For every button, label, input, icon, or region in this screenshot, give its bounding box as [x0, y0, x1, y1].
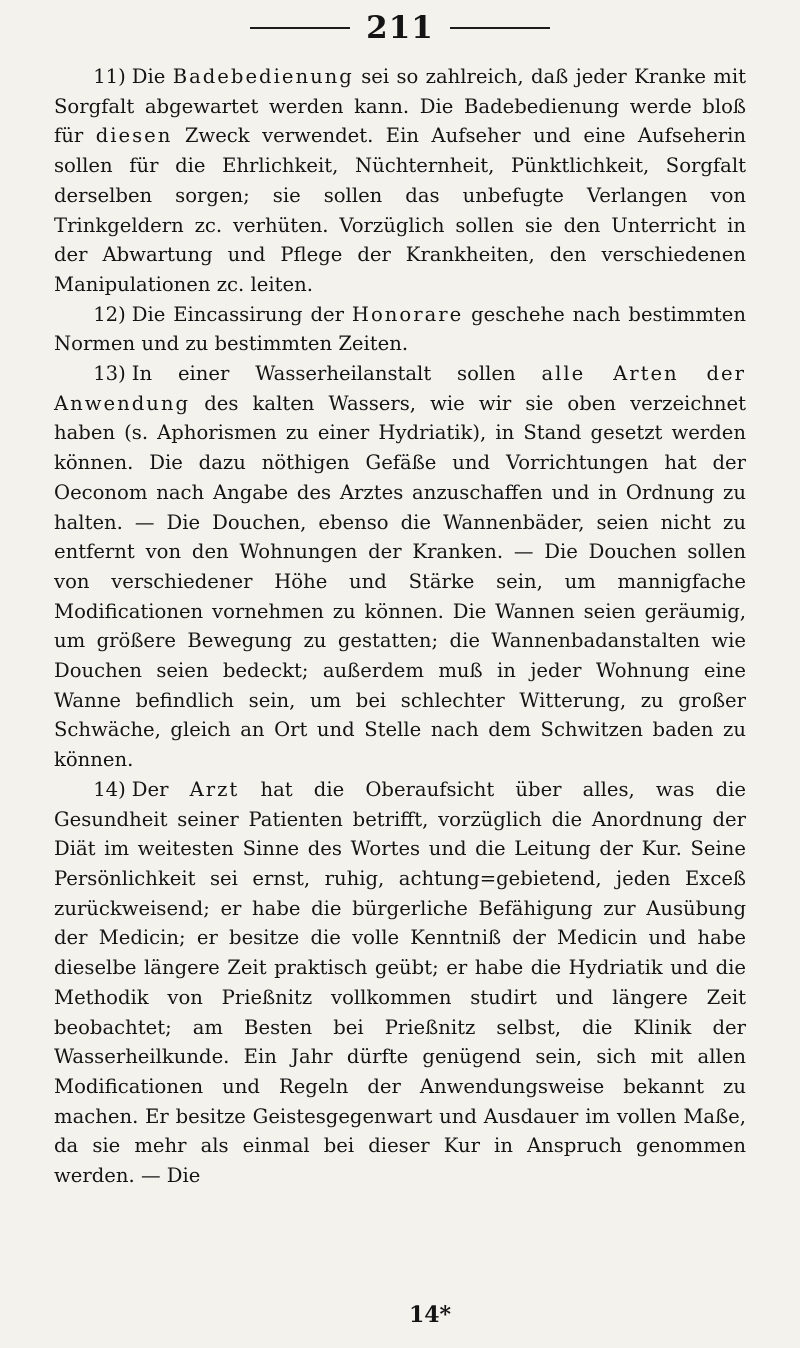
- page-header: [0, 6, 800, 50]
- text-run: Die: [131, 65, 173, 88]
- spaced-emphasis: Badebedienung: [172, 65, 354, 88]
- text-run: hat die Oberaufsicht über alles, was die Gesundheit seiner Patienten betrifft, vorzüglich die Anordnung der Diät im weitesten Sinne des Wortes und die Leitung der Kur. Seine Persönlichkeit sei ernst, ruhig, achtung=gebietend, jeden Exceß zurückweisend; er habe die bürgerliche Befähigung zur Ausübung der Medicin; er besitze die volle Kenntniß der Medicin und habe dieselbe längere Zeit praktisch geübt; er habe die Hydriatik und die Methodik von Prießnitz vollkommen studirt und längere Zeit beobachtet; am Besten bei Prießnitz selbst, die Klinik der Wasserheilkunde. Ein Jahr dürfte genügend sein, sich mit allen Modificationen und Regeln der Anwendungsweise bekannt zu machen. Er besitze Geistesgegenwart und Ausdauer im vollen Maße, da sie mehr als einmal bei dieser Kur in Anspruch genommen werden. — Die: [54, 777, 746, 1188]
- page-number: 211: [366, 10, 434, 46]
- text-run: Der: [131, 777, 190, 801]
- text-run: geschehe nach bestimmten Normen und zu bestimmten Zeiten.: [54, 302, 746, 356]
- text-run: des kalten Wassers, wie wir sie oben verzeichnet haben (s. Aphorismen zu einer Hydriatik), in Stand gesetzt werden können. Die dazu nöthigen Gefäße und Vorrichtungen hat der Oeconom nach Angabe des Arztes anzuschaffen und in Ordnung zu halten. — Die Douchen, ebenso die Wannenbäder, seien nicht zu entfernt von den Wohnungen der Kranken. — Die Douchen sollen von verschiedener Höhe und Stärke sein, um mannigfache Modificationen vornehmen zu können. Die Wannen seien geräumig, um größere Bewegung zu gestatten; die Wannenbadanstalten wie Douchen seien bedeckt; außerdem muß in jeder Wohnung eine Wanne befindlich sein, um bei schlechter Witterung, zu großer Schwäche, gleich an Ort und Stelle nach dem Schwitzen baden zu können.: [54, 391, 746, 772]
- text-run: Zweck verwendet. Ein Aufseher und eine Aufseherin sollen für die Ehrlichkeit, Nüchternheit, Pünktlichkeit, Sorgfalt derselben sorgen; sie sollen das unbefugte Verlangen von Trinkgeldern zc. verhüten. Vorzüglich sollen sie den Unterricht in der Abwartung und Pflege der Krankheiten, den verschiedenen Manipulationen zc. leiten.: [54, 124, 747, 296]
- paragraph-number: 14): [93, 777, 126, 801]
- paragraph-11: [54, 62, 746, 300]
- paragraph-14: [54, 775, 746, 1191]
- header-rule-left: [250, 27, 350, 29]
- paragraph-number: 13): [93, 362, 126, 386]
- spaced-emphasis: Arzt: [189, 777, 240, 801]
- paragraph-number: 12): [93, 302, 126, 326]
- spaced-emphasis: Honorare: [351, 302, 464, 326]
- body-text: [54, 62, 746, 1191]
- paragraph-number: 11): [93, 65, 126, 88]
- text-run: Die Eincassirung der: [131, 302, 352, 326]
- header-rule-right: [450, 27, 550, 29]
- spaced-emphasis: alle Arten der Anwendung: [54, 362, 746, 415]
- page-footer: [0, 1302, 800, 1328]
- paragraph-13: [54, 359, 746, 775]
- spaced-emphasis: diesen: [95, 124, 173, 148]
- text-run: In einer Wasserheilanstalt sollen: [131, 362, 542, 386]
- signature-mark: 14*: [408, 1302, 452, 1328]
- text-run: sei so zahlreich, daß jeder Kranke mit Sorgfalt abgewartet werden kann. Die Badebedienung werde bloß für: [54, 65, 746, 148]
- paragraph-12: [54, 300, 746, 359]
